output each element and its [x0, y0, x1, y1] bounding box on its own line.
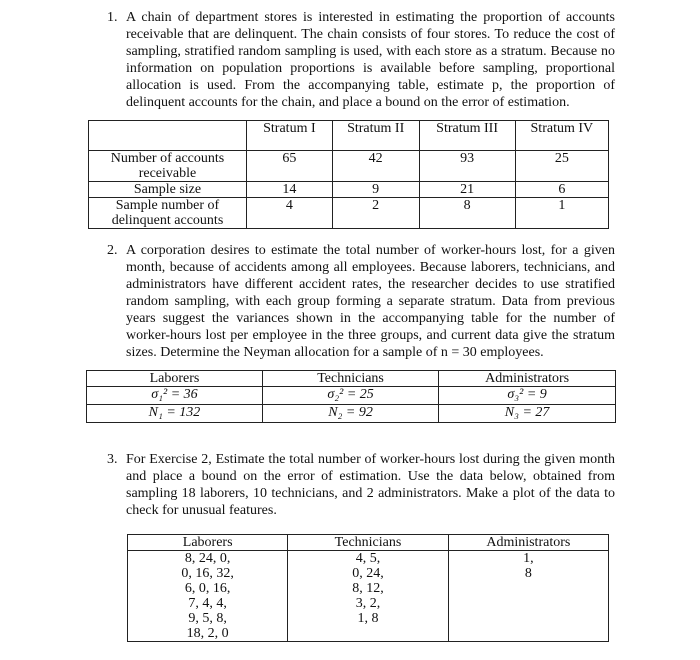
- table-1-header: Stratum IV: [515, 121, 608, 151]
- table-3-laborers-cell: [128, 551, 288, 642]
- table-1-row-label: Sample size: [89, 182, 247, 198]
- data-line: 7, 4, 4,: [188, 596, 227, 611]
- table-2-size: N₂ = 92: [262, 405, 438, 423]
- table-1-cell: 8: [419, 198, 515, 229]
- table-2-variance: σ₃² = 9: [439, 387, 616, 405]
- data-line: 18, 2, 0: [186, 626, 229, 641]
- data-line: 8: [524, 566, 532, 581]
- table-1-cell: 4: [246, 198, 332, 229]
- problem-3: [107, 451, 615, 519]
- data-line: 1,: [523, 551, 534, 566]
- table-1-cell: 65: [246, 151, 332, 182]
- table-1-header: Stratum II: [332, 121, 419, 151]
- table-2-variance: σ₁² = 36: [87, 387, 263, 405]
- table-2-header: Laborers: [87, 371, 263, 387]
- problem-3-text: For Exercise 2, Estimate the total number of worker-hours lost during the given month and place a bound on the error of estimation. Use the data below, obtained from sampling 18 laborers, 10 technicians, and 2 administrators. Make a plot of the data to check for unusual features.: [126, 452, 615, 518]
- table-2-variance: σ₂² = 25: [262, 387, 438, 405]
- table-1-row-label: Number of accounts receivable: [89, 151, 247, 182]
- data-line: 1, 8: [357, 611, 379, 626]
- table-1-cell: 14: [246, 182, 332, 198]
- table-2-size: N₃ = 27: [439, 405, 616, 423]
- table-1-cell: 1: [515, 198, 608, 229]
- table-1-cell: 9: [332, 182, 419, 198]
- table-3: [127, 534, 609, 642]
- table-3-header: Technicians: [288, 535, 448, 551]
- table-1-header: Stratum I: [246, 121, 332, 151]
- data-line: 0, 16, 32,: [181, 566, 234, 581]
- table-2-size: N₁ = 132: [87, 405, 263, 423]
- data-line: 4, 5,: [355, 551, 381, 566]
- table-1-cell: 25: [515, 151, 608, 182]
- problem-2-text: A corporation desires to estimate the total number of worker-hours lost, for a given month, because of accidents among all employees. Because laborers, technicians, and administrators have different accident rates, the researcher decides to use stratified random sampling, with each group forming a separate stratum. Data from previous years suggest the variances shown in the accompanying table for the number of worker-hours lost per employee in the three groups, and current data give the stratum sizes. Determine the Neyman allocation for a sample of n = 30 employees.: [126, 243, 615, 360]
- data-line: 6, 0, 16,: [184, 581, 231, 596]
- table-1-cell: 21: [419, 182, 515, 198]
- table-2-header: Administrators: [439, 371, 616, 387]
- table-2-header: Technicians: [262, 371, 438, 387]
- table-1-cell: 6: [515, 182, 608, 198]
- problem-1-text: A chain of department stores is interested in estimating the proportion of accounts receivable that are delinquent. The chain consists of four stores. To reduce the cost of sampling, stratified random sampling is used, with each store as a stratum. Because no information on population proportions is available before sampling, proportional allocation is used. From the accompanying table, estimate p, the proportion of delinquent accounts for the chain, and place a bound on the error of estimation.: [126, 10, 615, 110]
- problem-2-number: 2.: [107, 243, 118, 258]
- table-1-cell: 2: [332, 198, 419, 229]
- table-3-header: Laborers: [128, 535, 288, 551]
- table-1-header: Stratum III: [419, 121, 515, 151]
- data-line: 8, 12,: [352, 581, 384, 596]
- data-line: 9, 5, 8,: [188, 611, 227, 626]
- problem-1: [107, 9, 615, 111]
- table-3-header: Administrators: [448, 535, 608, 551]
- table-1: [88, 120, 609, 229]
- table-1-cell: 42: [332, 151, 419, 182]
- table-3-technicians-cell: [288, 551, 448, 642]
- data-line: 8, 24, 0,: [184, 551, 231, 566]
- problem-1-number: 1.: [107, 10, 118, 25]
- table-1-row-label: Sample number of delinquent accounts: [89, 198, 247, 229]
- data-line: 0, 24,: [352, 566, 384, 581]
- problem-3-number: 3.: [107, 452, 118, 467]
- data-line: 3, 2,: [355, 596, 381, 611]
- table-2: [86, 370, 616, 423]
- table-3-administrators-cell: [448, 551, 608, 642]
- table-1-cell: 93: [419, 151, 515, 182]
- problem-2: [107, 242, 615, 361]
